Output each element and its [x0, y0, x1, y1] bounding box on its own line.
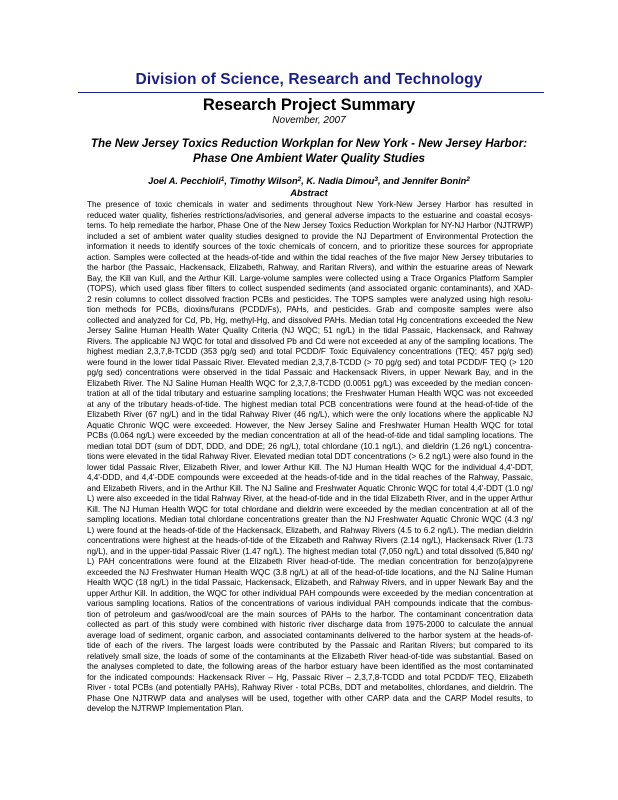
- report-type-heading: Research Project Summary: [202, 96, 416, 114]
- abstract-line: The presence of toxic chemicals in water and sediments throughout New York-New Jersey Harbor has resulted in: [87, 200, 533, 209]
- abstract-line: ng/L), and in the upper-tidal Passaic River (1.47 ng/L). The highest median total (7,050 ng/L) and total dissolved (5,840 ng/: [87, 546, 533, 556]
- author-separator: ,: [301, 176, 307, 186]
- abstract-line: highest median 2,3,7,8-TCDD (353 pg/g sed) and total PCDD/F Toxic Equivalency concentrations (TEQ; 457 pg/g sed): [87, 347, 533, 356]
- abstract-line: Elizabeth River. The NJ Saline Human Health WQC for 2,3,7,8-TCDD (0.0051 pg/L) was exceeded by the median concen-: [87, 378, 533, 388]
- abstract-line: (TOPS), which used glass fiber filters to collect suspended sediments (and associated organic contaminants), and XAD-: [87, 284, 533, 293]
- abstract-line: reduced water quality, fisheries restrictions/advisories, and general adverse impacts to the estuarine and coastal ecosys-: [87, 210, 533, 220]
- abstract-line: the harbor (the Passaic, Hackensack, Elizabeth, Rahway, and Raritan Rivers), and within the estuarine areas of Newark: [87, 263, 533, 272]
- abstract-line: Jersey Saline Human Health Water Quality Criteria (NJ WQC; 51 ng/L) in the tidal Passaic, Hackensack, and Rahway: [87, 326, 533, 335]
- abstract-line: information it needs to identify sources of the toxic chemicals of concern, and to prioritize these sources for appropriate: [87, 242, 533, 251]
- abstract-line: for the indicated compounds: Hackensack River – Hg, Passaic River – 2,3,7,8-TCDD and total PCDD/F TEQ, Elizabeth: [87, 672, 533, 682]
- abstract-line: L) were also exceeded in the tidal Rahway River, at the head-of-tide and in the tidal Elizabeth River, and in the upper Arthur: [87, 494, 533, 503]
- abstract-line: various sampling locations. Ratios of the concentrations of various individual PAH compounds indicate that the combus-: [87, 599, 533, 608]
- abstract-line: L) were found at the heads-of-tide of the Hackensack, Elizabeth, and Rahway Rivers (4.5 to 6.2 ng/L). The median dieldrin: [87, 525, 533, 535]
- title-line-2: Phase One Ambient Water Quality Studies: [193, 151, 425, 165]
- abstract-line: tration at all of the tidal tributary and estuarine sampling locations; the Freshwater Human Health WQC was not exceeded: [87, 389, 533, 398]
- author-affiliation-mark: 2: [466, 176, 470, 183]
- author-separator: ,: [224, 176, 230, 186]
- header-rule: [78, 92, 544, 93]
- abstract-line: 4,4'-DDD, and 4,4'-DDE compounds were exceeded at the heads-of-tide and in the tidal reaches of the Rahway, Passaic,: [87, 473, 533, 482]
- author-name: Joel A. Pecchioli: [148, 176, 221, 186]
- abstract-line: collected and analyzed for Cd, Pb, Hg, methyl-Hg, and dissolved PAHs. Median total Hg concentrations exceeded the New: [87, 315, 533, 325]
- abstract-line: L) PAH concentrations were found at the Elizabeth River head-of-tide. The median concentration for benzo(a)pyrene: [87, 557, 533, 566]
- author-list: [0, 174, 618, 187]
- abstract-line: River - total PCBs (and potentially PAHs), Rahway River - total PCBs, DDT and metabolites, chlordanes, and dieldrin. The: [87, 683, 533, 692]
- abstract-line: Kill. The NJ Human Health WQC for total chlordane and dieldrin were exceeded by the median concentration at all of the: [87, 504, 533, 514]
- division-heading: Division of Science, Research and Technology: [135, 71, 483, 88]
- abstract-line: Health WQC (18 ng/L) in the tidal Passaic, Hackensack, Elizabeth, and Rahway Rivers, and in upper Newark Bay and the: [87, 578, 533, 587]
- document-title: [40, 137, 578, 166]
- abstract-line: tion of petroleum and gas/wood/coal are the main sources of PAHs to the harbor. The contaminant concentration data: [87, 609, 533, 619]
- abstract-line: tide of each of the rivers. The largest loads were contributed by the Passaic and Raritan Rivers; but compared to its: [87, 641, 533, 650]
- title-line-1: The New Jersey Toxics Reduction Workplan for New York - New Jersey Harbor:: [90, 137, 528, 150]
- abstract-line: concentrations were highest at the heads-of-tide of the Elizabeth and Rahway Rivers (2.14 ng/L), Hackensack River (1.73: [87, 536, 533, 545]
- abstract-line: tion methods for PCBs, dioxins/furans (PCDD/Fs), PAHs, and pesticides. Grab and composite samples were also: [87, 305, 533, 314]
- abstract-line: median total DDT (sum of DDT, DDD, and DDE; 26 ng/L), total chlordane (10.1 ng/L), and dieldrin (1.26 ng/L) concentra-: [87, 441, 533, 451]
- abstract-line: Bay, the Kill van Kull, and the Arthur Kill. Large-volume samples were collected using a Trace Organics Platform Sampler: [87, 273, 533, 283]
- abstract-heading: Abstract: [290, 188, 328, 198]
- abstract-line: develop the NJTRWP Implementation Plan.: [87, 704, 244, 713]
- abstract-line: the analyses completed to date, the following areas of the harbor estuary have been identified as the most contaminated: [87, 662, 533, 671]
- abstract-line: at any of the tributary heads-of-tide. The highest median total PCB concentrations were found at the head-of-tide of the: [87, 399, 533, 409]
- abstract-line: 2 resin columns to collect dissolved fraction PCBs and pesticides. The TOPS samples were analyzed using high resolu-: [87, 294, 533, 304]
- abstract-line: relatively small size, the loads of some of the contaminants at the Elizabeth River head-of-tide was substantial. Based on: [87, 651, 533, 661]
- report-date: November, 2007: [272, 115, 346, 126]
- author-affiliation-mark: 3: [374, 176, 378, 183]
- author-name: Jennifer Bonin: [401, 176, 467, 186]
- abstract-line: tions were elevated in the tidal Rahway River. Elevated median total DDT concentrations (> 6.2 ng/L) were also found in the: [87, 452, 533, 461]
- abstract-line: Aquatic Chronic WQC were exceeded. However, the New Jersey Saline and Freshwater Human Health WQC for total: [87, 420, 533, 430]
- abstract-line: included a set of ambient water quality studies designed to provide the NJ Department of Environmental Protection the: [87, 231, 533, 241]
- abstract-line: Phase One NJTRWP data and analyses will be used, together with other CARP data and the CARP Model results, to: [87, 693, 533, 703]
- abstract-line: Elizabeth River (67 ng/L) and in the tidal Rahway River (46 ng/L), which were the only locations where the applicable NJ: [87, 410, 533, 419]
- abstract-line: action. Samples were collected at the heads-of-tide and within the tidal reaches of the five major New Jersey tributaries to: [87, 252, 533, 262]
- abstract-line: exceeded the NJ Freshwater Human Health WQC (3.8 ng/L) at all of the head-of-tide locations, and the NJ Saline Human: [87, 567, 533, 577]
- abstract-line: pg/g sed) concentrations were observed in the tidal Passaic and Hackensack Rivers, in upper Newark Bay, and in the: [87, 368, 533, 377]
- author-affiliation-mark: 1: [220, 176, 225, 183]
- author-name: K. Nadia Dimou: [306, 176, 375, 186]
- abstract-line: tems. To help remediate the harbor, Phase One of the New Jersey Toxics Reduction Workplan for NY-NJ Harbor (NJTRWP): [87, 221, 533, 230]
- abstract-body: [87, 200, 533, 715]
- abstract-line: upper Arthur Kill. In addition, the WQC for other individual PAH compounds were exceeded by the median concentration at: [87, 588, 533, 598]
- author-affiliation-mark: 2: [297, 176, 302, 183]
- abstract-line: average load of sediment, organic carbon, and associated contaminants delivered to the harbor system at the heads-of-: [87, 630, 533, 640]
- abstract-line: sampling locations. Median total chlordane concentrations greater than the NJ Freshwater Aquatic Chronic WQC (4.3 ng/: [87, 515, 533, 524]
- author-name: Timothy Wilson: [229, 176, 298, 186]
- abstract-line: and Elizabeth Rivers, and in the Arthur Kill. The NJ Saline and Freshwater Aquatic Chronic WQC for total 4,4'-DDT (1.0 ng/: [87, 483, 533, 493]
- author-separator: , and: [377, 176, 402, 186]
- abstract-line: lower tidal Passaic River, Elizabeth River, and lower Arthur Kill. The NJ Human Health WQC for the individual 4,4'-DDT,: [87, 462, 533, 472]
- abstract-line: Rivers. The applicable NJ WQC for total and dissolved Pb and Cd were not exceeded at any of the sampling locations. The: [87, 336, 533, 346]
- abstract-line: were found in the lower tidal Passaic River. Elevated median 2,3,7,8-TCDD (> 70 pg/g sed) and total PCDD/F TEQ (> 120: [87, 357, 533, 367]
- abstract-line: collected as part of this study were combined with historic river discharge data from 1975-2000 to calculate the annual: [87, 620, 533, 629]
- abstract-line: PCBs (0.064 ng/L) were exceeded by the median concentration at all of the head-of-tide and tidal sampling locations. The: [87, 431, 533, 440]
